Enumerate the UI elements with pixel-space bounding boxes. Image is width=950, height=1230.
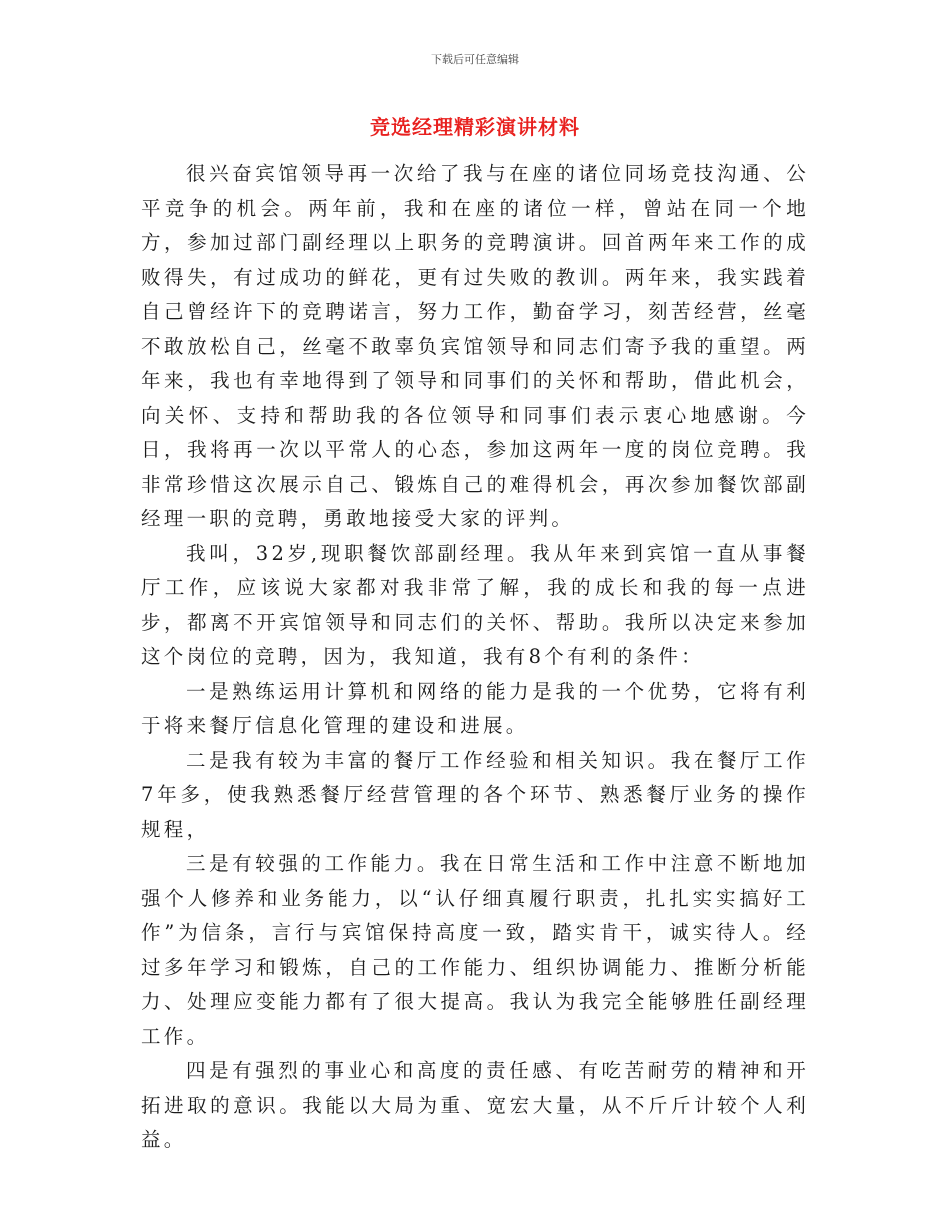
document-title: 竞选经理精彩演讲材料 [370, 115, 580, 139]
paragraph-5: 三是有较强的工作能力。我在日常生活和工作中注意不断地加强个人修养和业务能力，以“认仔细真履行职责，扎扎实实搞好工作”为信条，言行与宾馆保持高度一致，踏实肯干，诚实待人。经过多年学习和锻炼，自己的工作能力、组织协调能力、推断分析能力、处理应变能力都有了很大提高。我认为我完全能够胜任副经理工作。 [141, 852, 809, 1048]
paragraph-4: 二是我有较为丰富的餐厅工作经验和相关知识。我在餐厅工作7年多，使我熟悉餐厅经营管理的各个环节、熟悉餐厅业务的操作规程， [141, 748, 809, 841]
header-note: 下载后可任意编辑 [431, 53, 519, 66]
paragraph-2: 我叫，32岁,现职餐饮部副经理。我从年来到宾馆一直从事餐厅工作，应该说大家都对我非常了解，我的成长和我的每一点进步，都离不开宾馆领导和同志们的关怀、帮助。我所以决定来参加这个岗位的竞聘，因为，我知道，我有8个有利的条件： [141, 541, 809, 668]
paragraph-1: 很兴奋宾馆领导再一次给了我与在座的诸位同场竞技沟通、公平竞争的机会。两年前，我和在座的诸位一样，曾站在同一个地方，参加过部门副经理以上职务的竞聘演讲。回首两年来工作的成败得失，有过成功的鲜花，更有过失败的教训。两年来，我实践着自己曾经许下的竞聘诺言，努力工作，勤奋学习，刻苦经营，丝毫不敢放松自己，丝毫不敢辜负宾馆领导和同志们寄予我的重望。两年来，我也有幸地得到了领导和同事们的关怀和帮助，借此机会，向关怀、支持和帮助我的各位领导和同事们表示衷心地感谢。今日，我将再一次以平常人的心态，参加这两年一度的岗位竞聘。我非常珍惜这次展示自己、锻炼自己的难得机会，再次参加餐饮部副经理一职的竞聘，勇敢地接受大家的评判。 [141, 162, 809, 530]
paragraph-3: 一是熟练运用计算机和网络的能力是我的一个优势，它将有利于将来餐厅信息化管理的建设和进展。 [141, 679, 809, 737]
document-body [141, 157, 809, 1158]
paragraph-6: 四是有强烈的事业心和高度的责任感、有吃苦耐劳的精神和开拓进取的意识。我能以大局为重、宽宏大量，从不斤斤计较个人利益。 [141, 1059, 809, 1151]
